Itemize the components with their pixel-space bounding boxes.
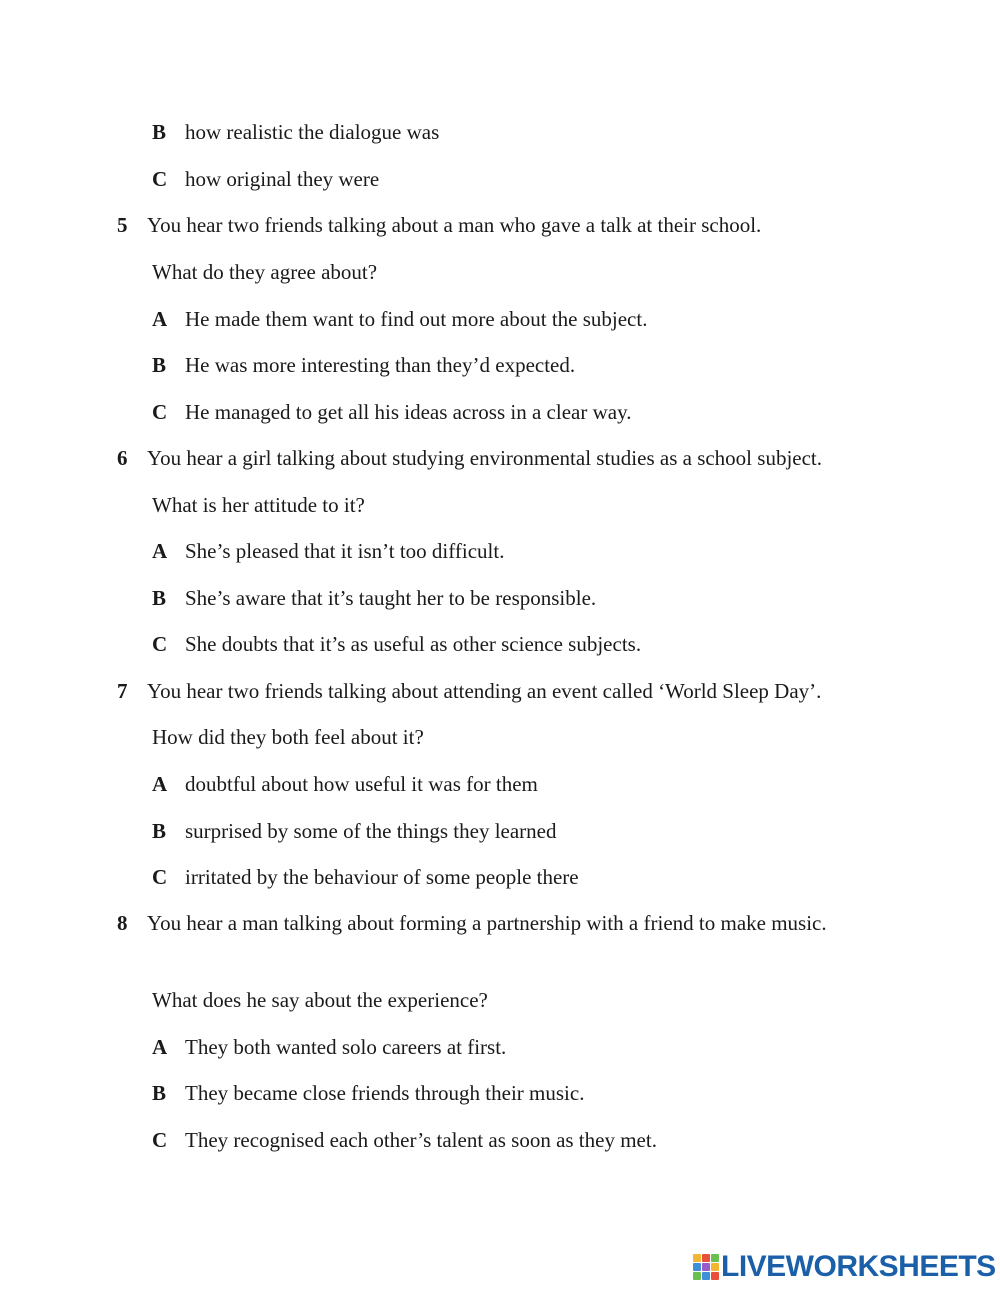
option-letter: A [152,307,168,331]
option-letter: C [152,632,168,656]
question-number: 8 [117,911,128,935]
question-7-option-a [152,769,538,799]
option-text: They became close friends through their music. [185,1081,585,1105]
option-text: doubtful about how useful it was for them [185,772,538,796]
question-8-stem: What does he say about the experience? [152,988,488,1012]
option-letter: B [152,1081,167,1105]
question-8-option-a [152,1032,506,1062]
question-6-option-b [152,583,596,613]
option-text: how original they were [185,167,380,191]
question-5-prompt [117,210,897,240]
liveworksheets-wordmark: LIVEWORKSHEETS [721,1250,996,1283]
question-7-option-b [152,816,557,846]
question-number: 6 [117,446,128,470]
option-text: He made them want to find out more about the subject. [185,307,648,331]
question-8-option-c [152,1125,657,1155]
question-8-prompt [117,908,897,938]
question-7-option-c [152,862,579,892]
option-row [152,117,439,147]
option-letter: C [152,865,168,889]
question-text: You hear two friends talking about a man who gave a talk at their school. [147,213,762,237]
question-number: 5 [117,213,128,237]
question-text: You hear a girl talking about studying environmental studies as a school subject. [147,446,823,470]
option-letter: C [152,400,168,424]
option-text: They both wanted solo careers at first. [185,1035,507,1059]
option-letter: B [152,586,167,610]
option-letter: C [152,167,168,191]
question-8-option-b [152,1078,584,1108]
option-row [152,164,379,194]
option-letter: A [152,1035,168,1059]
question-6-option-a [152,536,504,566]
liveworksheets-mark-icon [693,1254,719,1280]
option-text: She doubts that it’s as useful as other science subjects. [185,632,642,656]
question-5-stem: What do they agree about? [152,260,378,284]
option-letter: A [152,772,168,796]
question-number: 7 [117,679,128,703]
option-text: irritated by the behaviour of some people there [185,865,579,889]
question-7-stem: How did they both feel about it? [152,725,424,749]
question-text: You hear two friends talking about attending an event called ‘World Sleep Day’. [147,679,822,703]
question-7-prompt [117,676,897,706]
option-letter: B [152,819,167,843]
liveworksheets-logo [693,1250,996,1284]
question-5-option-b [152,350,575,380]
option-text: how realistic the dialogue was [185,120,440,144]
option-letter: A [152,539,168,563]
question-6-prompt [117,443,897,473]
option-text: surprised by some of the things they learned [185,819,557,843]
option-text: She’s pleased that it isn’t too difficult. [185,539,505,563]
option-text: She’s aware that it’s taught her to be responsible. [185,586,597,610]
option-text: He was more interesting than they’d expected. [185,353,576,377]
option-text: He managed to get all his ideas across in a clear way. [185,400,632,424]
question-5-option-c [152,397,631,427]
option-letter: B [152,120,167,144]
option-letter: B [152,353,167,377]
option-letter: C [152,1128,168,1152]
question-6-stem: What is her attitude to it? [152,493,365,517]
question-6-option-c [152,629,641,659]
question-text: You hear a man talking about forming a partnership with a friend to make music. [147,911,827,935]
option-text: They recognised each other’s talent as soon as they met. [185,1128,657,1152]
question-5-option-a [152,304,647,334]
